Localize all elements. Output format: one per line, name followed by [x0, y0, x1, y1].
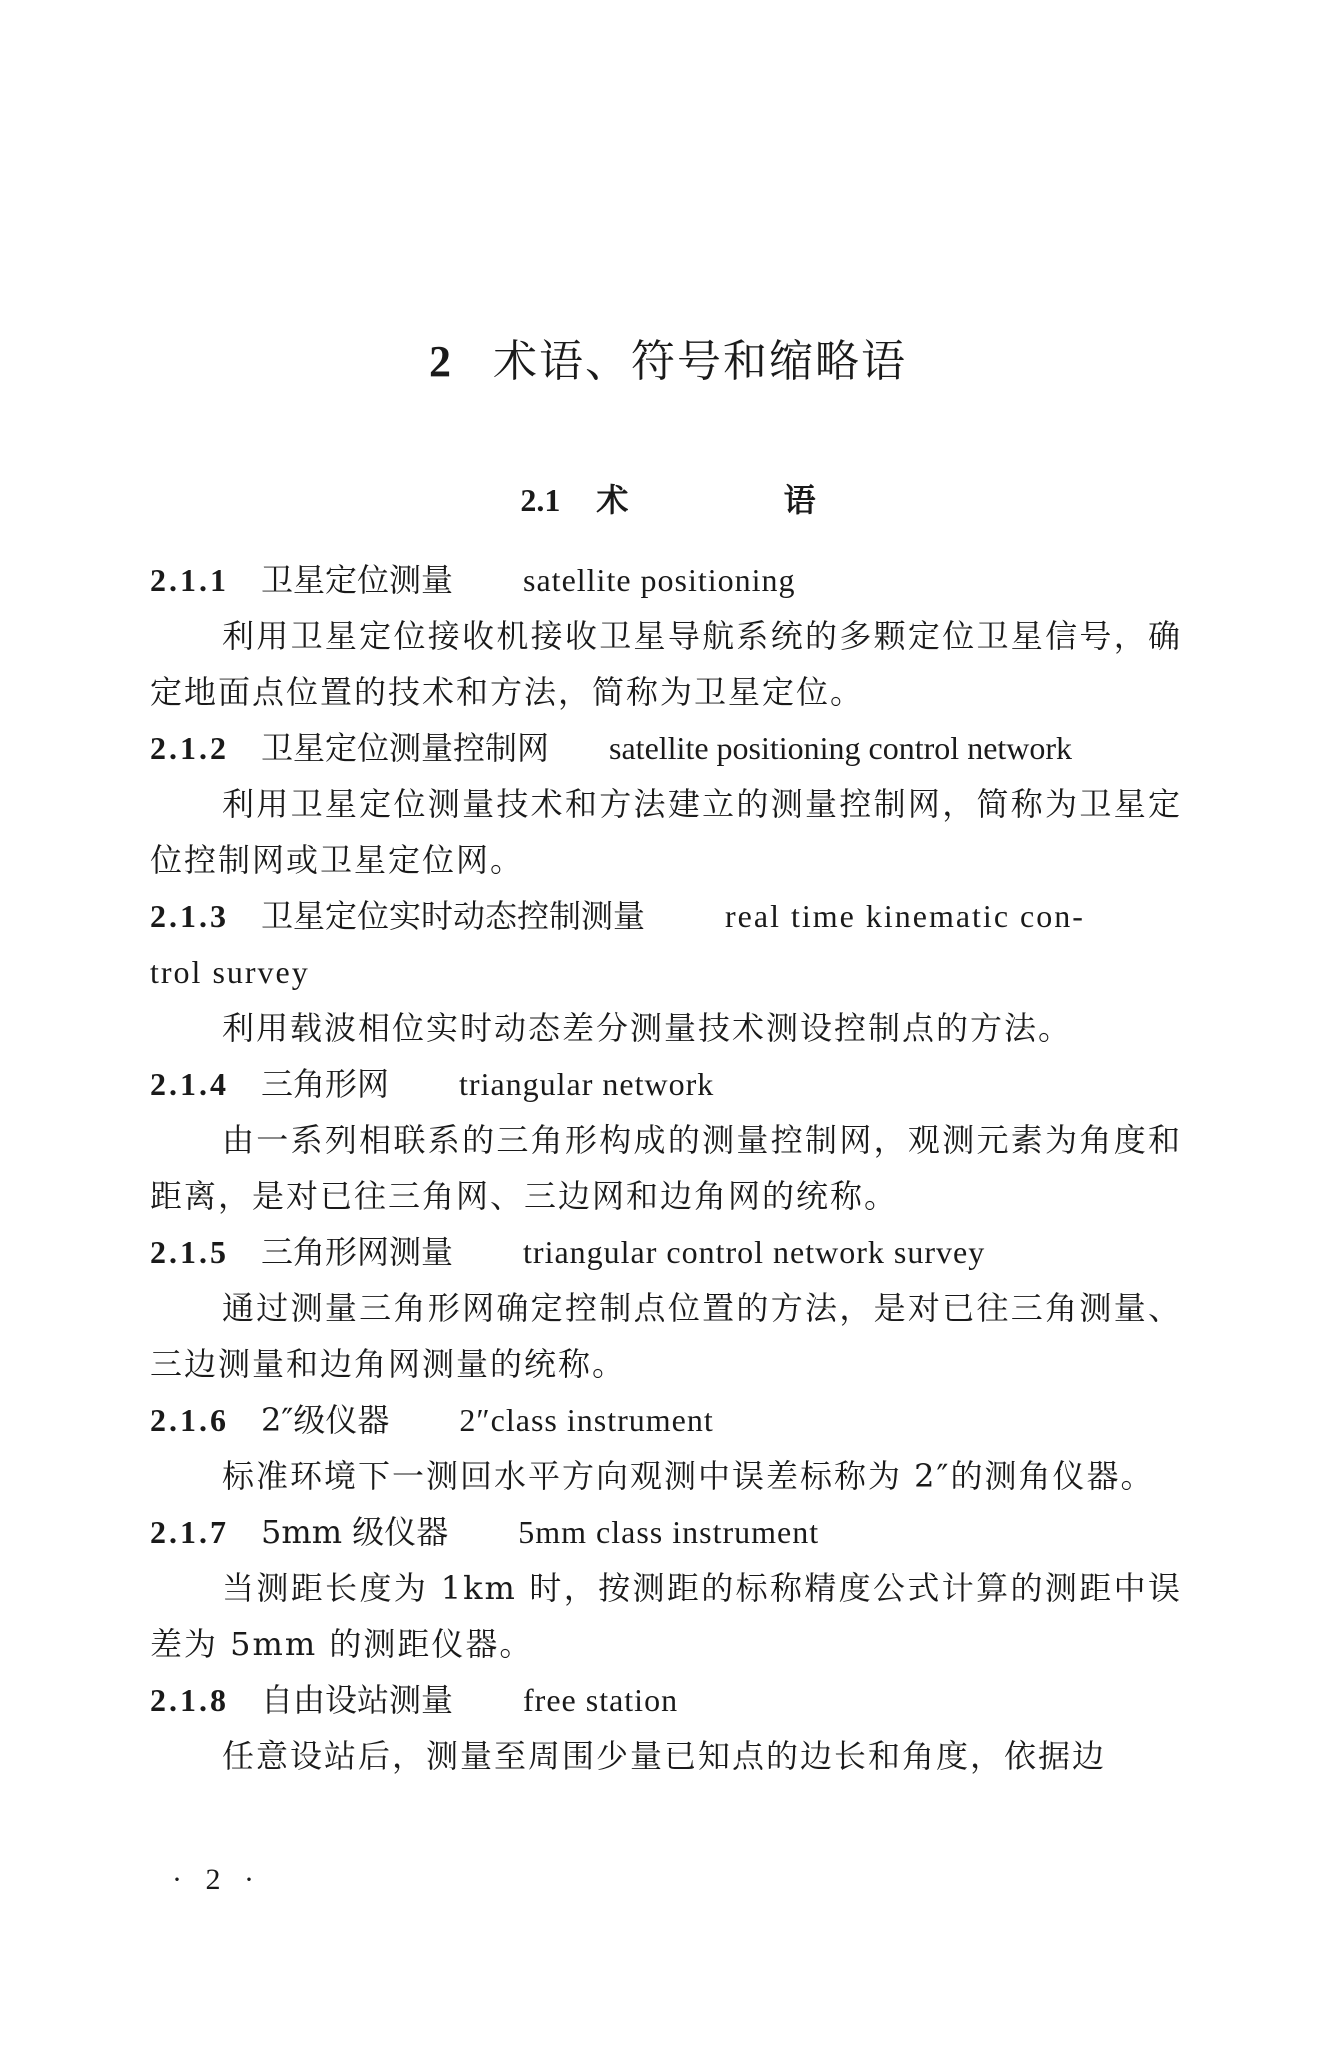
term-chinese: 三角形网: [261, 1065, 390, 1103]
term-entry: [150, 888, 1182, 1056]
term-heading: [150, 552, 1182, 608]
term-definition: 任意设站后，测量至周围少量已知点的边长和角度，依据边: [222, 1737, 1107, 1775]
term-entry: [150, 1504, 1182, 1672]
term-code: 2.1.1: [150, 562, 229, 598]
term-code: 2.1.8: [150, 1682, 229, 1718]
term-definition: 当测距长度为 1km 时，按测距的标称精度公式计算的测距中误差为 5mm 的测距仪器。: [150, 1569, 1182, 1663]
term-heading: [150, 888, 1182, 944]
term-english: triangular network: [459, 1066, 715, 1102]
term-english: 5mm class instrument: [518, 1514, 820, 1550]
term-entry: [150, 1392, 1182, 1504]
term-heading: [150, 720, 1182, 776]
term-code: 2.1.3: [150, 898, 229, 934]
term-heading: [150, 1392, 1182, 1448]
term-chinese: 自由设站测量: [261, 1681, 454, 1719]
term-english: satellite positioning control network: [609, 730, 1073, 766]
term-entry: [150, 1672, 1182, 1784]
term-english: real time kinematic con-: [725, 898, 1085, 934]
page-number: · 2 ·: [172, 1863, 262, 1896]
term-code: 2.1.6: [150, 1402, 229, 1438]
term-heading: [150, 1224, 1182, 1280]
chapter-title: [0, 330, 1336, 394]
term-definition: 利用载波相位实时动态差分测量技术测设控制点的方法。: [222, 1009, 1073, 1047]
section-number: 2.1: [520, 482, 561, 518]
term-english-continued: trol survey: [150, 954, 310, 990]
term-entry: [150, 1056, 1182, 1224]
chapter-number: 2: [429, 337, 453, 386]
term-code: 2.1.2: [150, 730, 229, 766]
term-chinese: 卫星定位测量: [261, 561, 454, 599]
term-entry: [150, 720, 1182, 888]
term-definition: 利用卫星定位接收机接收卫星导航系统的多颗定位卫星信号，确定地面点位置的技术和方法，简称为卫星定位。: [150, 617, 1182, 711]
term-heading: [150, 1504, 1182, 1560]
term-code: 2.1.4: [150, 1066, 229, 1102]
term-code: 2.1.7: [150, 1514, 229, 1550]
terms-list: [150, 552, 1182, 1784]
section-title: [0, 472, 1336, 528]
term-english: satellite positioning: [523, 562, 796, 598]
term-code: 2.1.5: [150, 1234, 229, 1270]
term-english: free station: [523, 1682, 679, 1718]
term-definition: 标准环境下一测回水平方向观测中误差标称为 2″的测角仪器。: [222, 1457, 1155, 1495]
term-english: triangular control network survey: [523, 1234, 986, 1270]
chapter-title-text: 术语、符号和缩略语: [493, 336, 907, 387]
term-definition: 由一系列相联系的三角形构成的测量控制网，观测元素为角度和距离，是对已往三角网、三边网和边角网的统称。: [150, 1121, 1182, 1215]
term-definition: 利用卫星定位测量技术和方法建立的测量控制网，简称为卫星定位控制网或卫星定位网。: [150, 785, 1182, 879]
term-entry: [150, 1224, 1182, 1392]
term-chinese: 5mm 级仪器: [261, 1513, 449, 1551]
term-chinese: 卫星定位实时动态控制测量: [261, 897, 646, 935]
term-chinese: 2″级仪器: [261, 1401, 390, 1439]
section-title-text: 术 语: [596, 481, 888, 519]
term-definition: 通过测量三角形网确定控制点位置的方法，是对已往三角测量、三边测量和边角网测量的统称。: [150, 1289, 1182, 1383]
term-heading: [150, 1672, 1182, 1728]
term-chinese: 三角形网测量: [261, 1233, 454, 1271]
term-english: 2″class instrument: [459, 1402, 714, 1438]
term-chinese: 卫星定位测量控制网: [261, 729, 550, 767]
term-entry: [150, 552, 1182, 720]
term-heading: [150, 1056, 1182, 1112]
